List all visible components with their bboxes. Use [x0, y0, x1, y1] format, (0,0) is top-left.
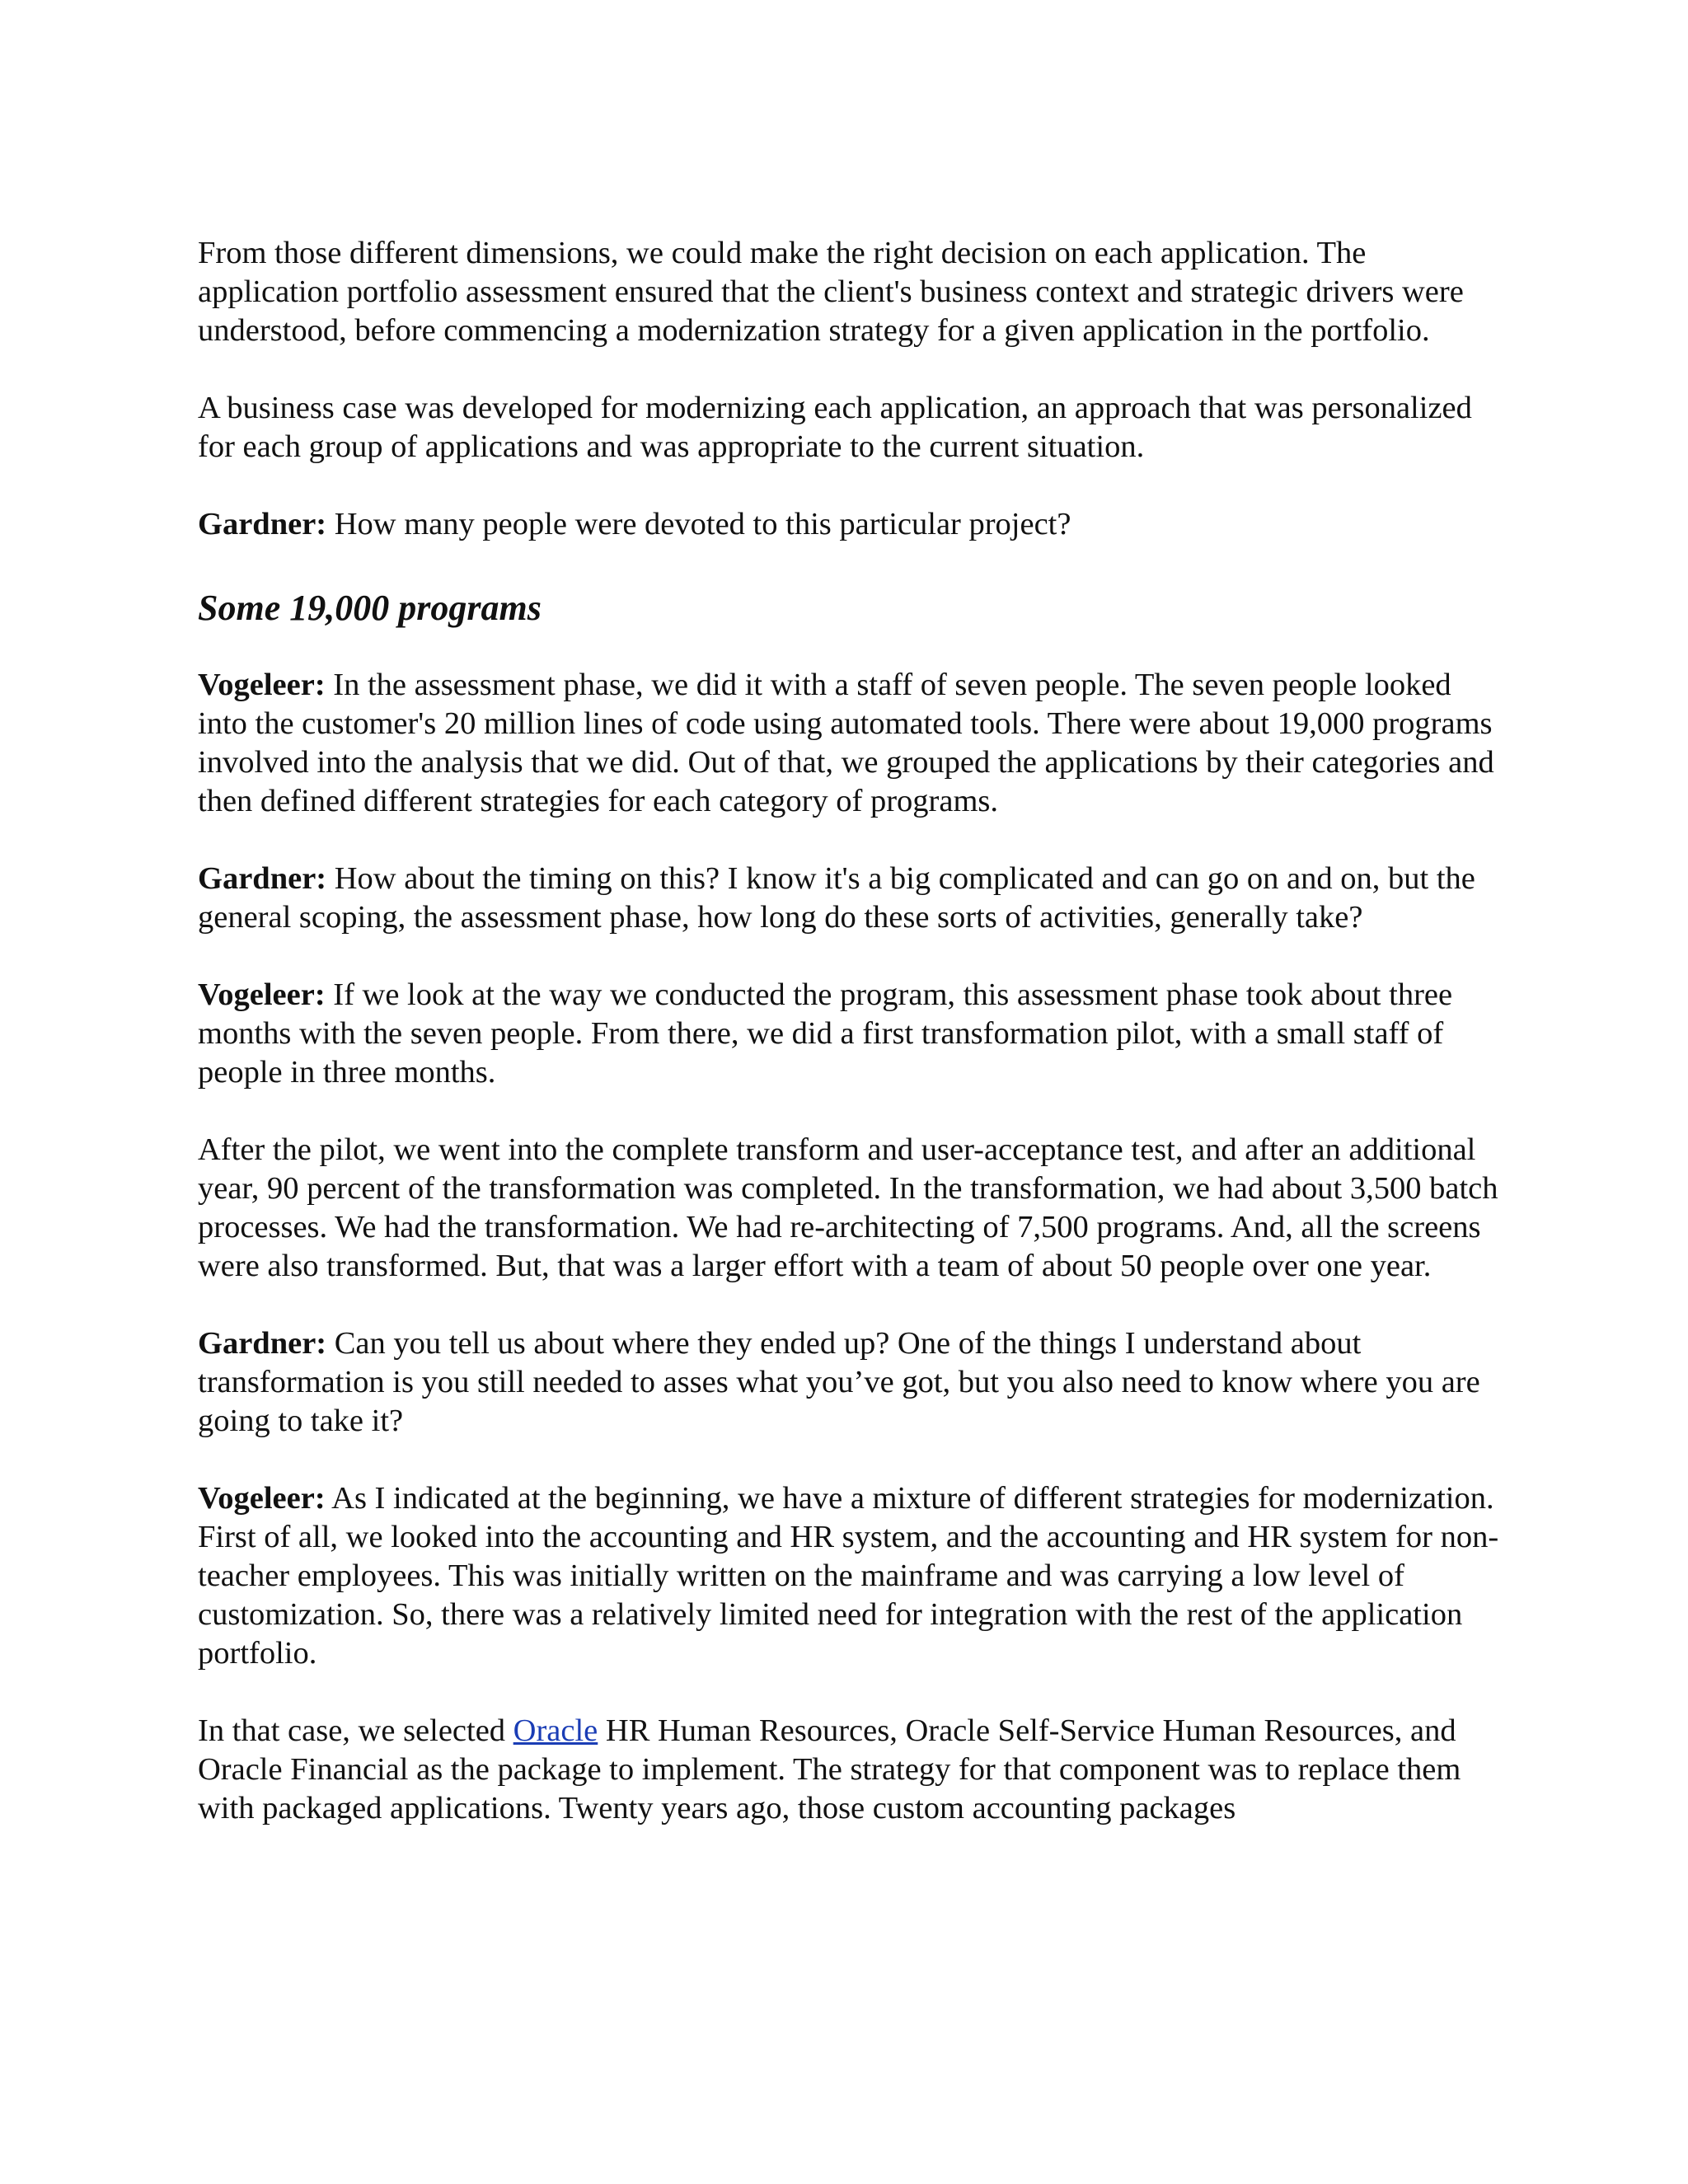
text-after-link: HR Human Resources, Oracle Self-Service Human Resources, and Oracle Financial as the package to implement. The strategy for that component was to replace them with packaged applications. Twenty years ago, those custom accounting packages: [198, 1713, 1461, 1825]
question-people-devoted: [198, 505, 1500, 544]
document-page: [198, 234, 1500, 1867]
oracle-link[interactable]: Oracle: [513, 1713, 598, 1748]
answer-assessment-staff: [198, 666, 1500, 821]
speaker-label: Vogeleer:: [198, 977, 326, 1012]
question-where-ended-up: [198, 1324, 1500, 1441]
speaker-label: Vogeleer:: [198, 668, 326, 702]
speaker-label: Gardner:: [198, 861, 327, 896]
question-text: How about the timing on this? I know it's a big complicated and can go on and on, but the general scoping, the assessment phase, how long do these sorts of activities, generally take?: [198, 861, 1475, 935]
question-timing: [198, 860, 1500, 937]
question-text: Can you tell us about where they ended up? One of the things I understand about transformation is you still needed to asses what you’ve got, but you also need to know where you are going to take it?: [198, 1326, 1480, 1438]
paragraph-dimensions: From those different dimensions, we could make the right decision on each application. The application portfolio assessment ensured that the client's business context and strategic drivers were understood, before commencing a modernization strategy for a given application in the portfolio.: [198, 236, 1464, 348]
speaker-label: Gardner:: [198, 507, 327, 541]
answer-text: In the assessment phase, we did it with a staff of seven people. The seven people looked into the customer's 20 million lines of code using automated tools. There were about 19,000 programs involved into the analysis that we did. Out of that, we grouped the applications by their categories and then defined different strategies for each category of programs.: [198, 668, 1494, 818]
answer-text: As I indicated at the beginning, we have a mixture of different strategies for modernization. First of all, we looked into the accounting and HR system, and the accounting and HR system for non-teacher employees. This was initially written on the mainframe and was carrying a low level of customization. So, there was a relatively limited need for integration with the rest of the application portfolio.: [198, 1481, 1499, 1671]
speaker-label: Vogeleer:: [198, 1481, 326, 1516]
paragraph-after-pilot: After the pilot, we went into the complete transform and user-acceptance test, and after an additional year, 90 percent of the transformation was completed. In the transformation, we had about 3,500 batch processes. We had the transformation. We had re-architecting of 7,500 programs. And, all the screens were also transformed. But, that was a larger effort with a team of about 50 people over one year.: [198, 1132, 1498, 1283]
paragraph-business-case: A business case was developed for modernizing each application, an approach that was personalized for each group of applications and was appropriate to the current situation.: [198, 391, 1472, 464]
answer-text: If we look at the way we conducted the program, this assessment phase took about three months with the seven people. From there, we did a first transformation pilot, with a small staff of people in three months.: [198, 977, 1453, 1090]
section-heading: Some 19,000 programs: [198, 588, 542, 628]
answer-timing: [198, 976, 1500, 1092]
paragraph-oracle-selection: [198, 1712, 1500, 1828]
speaker-label: Gardner:: [198, 1326, 327, 1361]
question-text: How many people were devoted to this particular project?: [326, 507, 1071, 541]
text-before-link: In that case, we selected: [198, 1713, 513, 1748]
answer-strategies: [198, 1479, 1500, 1673]
